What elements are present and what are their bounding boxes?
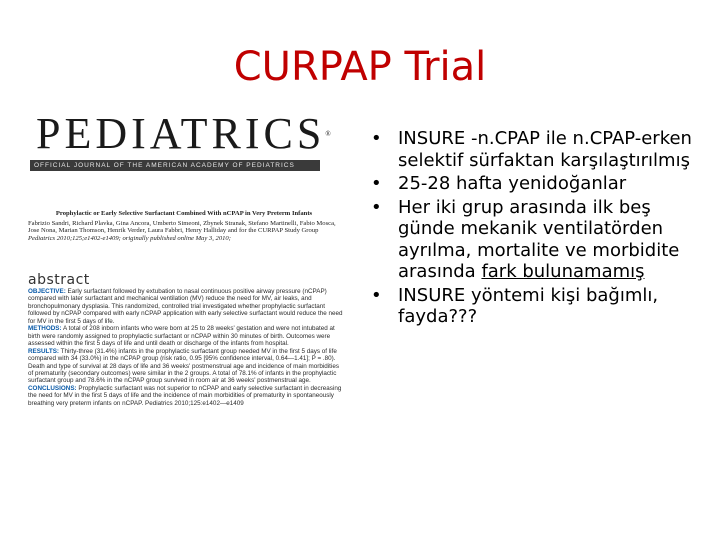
section-heading: RESULTS:	[28, 347, 60, 355]
abstract-label: abstract	[28, 272, 90, 288]
bullet-marker: •	[371, 196, 382, 218]
bullet-item	[368, 128, 708, 171]
article-header	[28, 210, 340, 242]
bullet-item	[368, 197, 708, 283]
bullet-item	[368, 173, 708, 195]
journal-logo: PEDIATRICS®	[36, 109, 331, 158]
article-authors	[28, 220, 340, 242]
slide-title: CURPAP Trial	[233, 44, 487, 90]
section-heading: METHODS:	[28, 325, 62, 333]
section-text: Prophylactic surfactant was not superior to nCPAP and early selective surfactant in decreasing the need for MV in the first 5 days of life and the incidence of main morbidities of prematurity in spontaneously breathing very preterm infants on nCPAP. Pediatrics 2010;125:e1402—e1409	[28, 384, 342, 407]
abstract-conclusions	[28, 385, 344, 407]
bullet-list	[368, 128, 708, 330]
bullet-marker: •	[371, 284, 382, 306]
abstract-results	[28, 348, 344, 385]
abstract-body	[28, 288, 344, 407]
journal-subtitle: OFFICIAL JOURNAL OF THE AMERICAN ACADEMY OF PEDIATRICS	[30, 160, 320, 171]
abstract-objective	[28, 288, 344, 325]
article-title: Prophylactic or Early Selective Surfactant Combined With nCPAP in Very Preterm Infants	[55, 210, 313, 217]
bullet-marker: •	[371, 128, 382, 149]
section-text: Thirty-three (31.4%) infants in the prophylactic surfactant group needed MV in the first 5 days of life compared with 34 (33.0%) in the nCPAP group (risk ratio, 0.95 [95% confidence interval, 0.64—1.41]; P = .80). Death and type of survival at 28 days of life and 36 weeks' postmenstrual age and incidence of main morbidities of prematurity (secondary outcomes) were similar in the 2 groups. A total of 78.1% of infants in the prophylactic surfactant group and 78.6% in the nCPAP group survived in room air at 36 weeks' postmenstrual age.	[28, 347, 339, 385]
section-heading: CONCLUSIONS:	[28, 384, 77, 392]
article-citation: Pediatrics 2010;125;e1402-e1409; originally published online May 3, 2010;	[28, 234, 231, 242]
bullet-text: INSURE -n.CPAP ile n.CPAP-erken selektif sürfaktan karşılaştırılmış	[398, 128, 692, 171]
bullet-marker: •	[371, 173, 382, 194]
bullet-text: Her iki grup arasında ilk beş günde mekanik ventilatörden ayrılma, mortalite ve morbidite arasında	[398, 196, 680, 282]
author-list: Fabrizio Sandri, Richard Plavka, Gina Ancora, Umberto Simeoni, Zbynek Stranak, Stefano Martinelli, Fabio Mosca, Jose Nona, Marian Thomson, Henrik Verder, Laura Fabbri, Henry Halliday and for the CURPAP Study Group	[28, 220, 336, 235]
abstract-methods	[28, 325, 344, 347]
registered-mark: ®	[325, 130, 331, 138]
section-heading: OBJECTIVE:	[28, 288, 66, 295]
bullet-text: 25-28 hafta yenidoğanlar	[398, 173, 627, 194]
bullet-text: INSURE yöntemi kişi bağımlı, fayda???	[398, 284, 659, 327]
bullet-item	[368, 285, 708, 328]
section-text: Early surfactant followed by extubation to nasal continuous positive airway pressure (nCPAP) compared with later surfactant and mechanical ventilation (MV) reduce the need for MV, air leaks, and bronchopulmonary dysplasia. This randomized, controlled trial investigated whether prophylactic surfactant followed by nCPAP compared with early nCPAP application with early selective surfactant would reduce the need for MV in the first 5 days of life.	[28, 288, 343, 325]
journal-masthead	[30, 109, 331, 171]
bullet-underlined-text: fark bulunamamış	[481, 261, 645, 282]
section-text: A total of 208 inborn infants who were born at 25 to 28 weeks' gestation and were not intubated at birth were randomly assigned to prophylactic surfactant or nCPAP within 30 minutes of birth. Outcomes were assessed within the first 5 days of life and until death or discharge of the infants from hospital.	[28, 325, 335, 348]
